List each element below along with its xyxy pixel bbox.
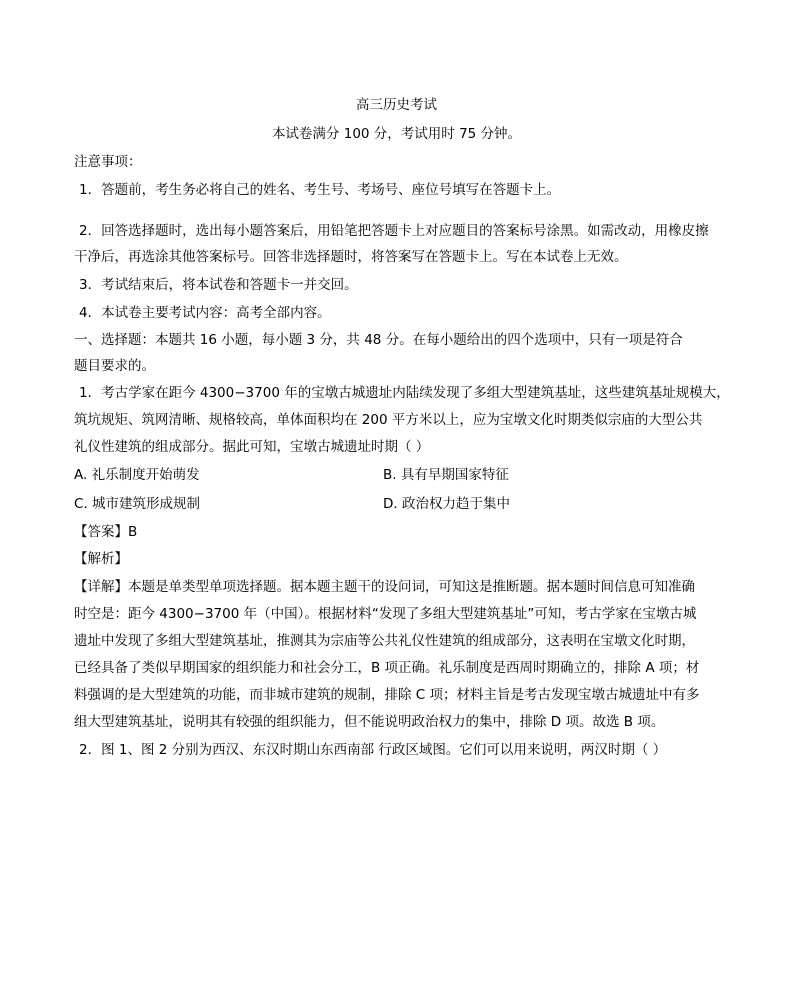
notice-item-3: 3．考试结束后，将本试卷和答题卡一并交回。 [79, 277, 358, 293]
section-heading-line-2: 题目要求的。 [74, 358, 155, 374]
q1-analysis-label: 【解析】 [74, 551, 128, 567]
q1-detail-line-3: 遗址中发现了多组大型建筑基址，推测其为宗庙等公共礼仪性建筑的组成部分，这表明在宝墩文化时期， [74, 633, 695, 649]
exam-title: 高三历史考试 [356, 97, 437, 113]
q1-stem-line-2: 筑坑规矩、筑网清晰、规格较高，单体面积均在 200 平方米以上，应为宝墩文化时期类似宗庙的大型公共 [74, 412, 703, 428]
notice-item-2-line-1: 2．回答选择题时，选出每小题答案后，用铅笔把答题卡上对应题目的答案标号涂黑。如需改动，用橡皮擦 [79, 223, 709, 239]
q1-stem-line-3: 礼仪性建筑的组成部分。据此可知，宝墩古城遗址时期（ ） [74, 439, 430, 455]
notice-item-1: 1．答题前，考生务必将自己的姓名、考生号、考场号、座位号填写在答题卡上。 [79, 182, 561, 198]
q1-detail-line-2: 时空是：距今 4300−3700 年（中国）。根据材料“发现了多组大型建筑基址”可知，考古学家在宝墩古城 [74, 606, 697, 622]
q1-answer: 【答案】B [74, 524, 138, 540]
notice-item-4: 4．本试卷主要考试内容：高考全部内容。 [79, 305, 331, 321]
exam-subtitle: 本试卷满分 100 分，考试用时 75 分钟。 [271, 126, 522, 142]
q2-stem: 2．图 1、图 2 分别为西汉、东汉时期山东西南部 行政区域图。它们可以用来说明，两汉时期（ ） [79, 742, 667, 758]
q1-option-b: B. 具有早期国家特征 [383, 467, 509, 483]
q1-stem-line-1: 1．考古学家在距今 4300−3700 年的宝墩古城遗址内陆续发现了多组大型建筑基址，这些建筑基址规模大， [79, 385, 730, 401]
q1-detail-line-4: 已经具备了类似早期国家的组织能力和社会分工，B 项正确。礼乐制度是西周时期确立的，排除 A 项；材 [74, 660, 700, 676]
q1-option-a: A. 礼乐制度开始萌发 [74, 467, 200, 483]
q1-detail-line-1: 【详解】本题是单类型单项选择题。据本题主题干的设问词，可知这是推断题。据本题时间信息可知准确 [74, 579, 695, 595]
section-heading-line-1: 一、选择题：本题共 16 小题，每小题 3 分，共 48 分。在每小题给出的四个选项中，只有一项是符合 [74, 332, 683, 348]
q1-option-c: C. 城市建筑形成规制 [74, 496, 201, 512]
q1-detail-line-5: 料强调的是大型建筑的功能，而非城市建筑的规制，排除 C 项；材料主旨是考古发现宝墩古城遗址中有多 [74, 687, 700, 703]
q1-detail-line-6: 组大型建筑基址，说明其有较强的组织能力，但不能说明政治权力的集中，排除 D 项。故选 B 项。 [74, 714, 665, 730]
notice-heading: 注意事项： [74, 154, 142, 170]
q1-option-d: D. 政治权力趋于集中 [383, 496, 510, 512]
notice-item-2-line-2: 干净后，再选涂其他答案标号。回答非选择题时，将答案写在答题卡上。写在本试卷上无效。 [74, 249, 628, 265]
